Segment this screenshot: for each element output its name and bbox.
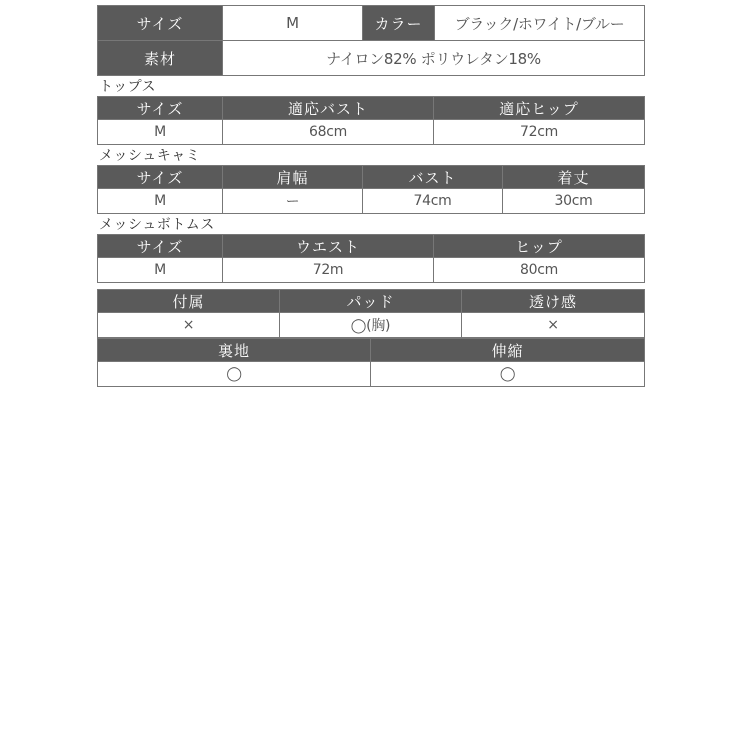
feature-header-stretch: 伸縮	[371, 339, 645, 362]
feature-header-lining: 裏地	[98, 339, 371, 362]
bottoms-value-hip: 80cm	[434, 258, 645, 283]
color-label: カラー	[363, 6, 435, 41]
bottoms-header-waist: ウエスト	[223, 235, 434, 258]
feature-header-pad: パッド	[280, 290, 462, 313]
camisole-value-size: M	[98, 189, 223, 214]
camisole-header-shoulder: 肩幅	[223, 166, 363, 189]
tops-table	[97, 96, 645, 145]
feature-value-stretch: ◯	[371, 362, 645, 387]
feature-value-accessory: ×	[98, 313, 280, 338]
bottoms-title: メッシュボトムス	[99, 217, 215, 233]
feature-value-pad: ◯(胸)	[280, 313, 462, 338]
camisole-header-length: 着丈	[503, 166, 645, 189]
tops-header-bust: 適応バスト	[223, 97, 434, 120]
camisole-title: メッシュキャミ	[99, 148, 201, 164]
bottoms-value-size: M	[98, 258, 223, 283]
tops-value-hip: 72cm	[434, 120, 645, 145]
bottoms-value-waist: 72m	[223, 258, 434, 283]
camisole-value-shoulder: ー	[223, 189, 363, 214]
features-table-2	[97, 338, 645, 387]
size-chart	[97, 5, 644, 387]
material-value: ナイロン82% ポリウレタン18%	[223, 41, 645, 76]
material-label: 素材	[98, 41, 223, 76]
feature-header-sheer: 透け感	[462, 290, 645, 313]
bottoms-header-hip: ヒップ	[434, 235, 645, 258]
camisole-value-length: 30cm	[503, 189, 645, 214]
size-value: M	[223, 6, 363, 41]
camisole-value-bust: 74cm	[363, 189, 503, 214]
bottoms-header-size: サイズ	[98, 235, 223, 258]
feature-header-accessory: 付属	[98, 290, 280, 313]
tops-header-size: サイズ	[98, 97, 223, 120]
camisole-table	[97, 165, 645, 214]
tops-title: トップス	[99, 79, 157, 95]
spec-table	[97, 5, 645, 76]
bottoms-table	[97, 234, 645, 283]
tops-header-hip: 適応ヒップ	[434, 97, 645, 120]
feature-value-lining: ◯	[98, 362, 371, 387]
features-table	[97, 289, 645, 338]
tops-value-size: M	[98, 120, 223, 145]
feature-value-sheer: ×	[462, 313, 645, 338]
tops-value-bust: 68cm	[223, 120, 434, 145]
camisole-header-size: サイズ	[98, 166, 223, 189]
camisole-header-bust: バスト	[363, 166, 503, 189]
color-value: ブラック/ホワイト/ブルー	[435, 6, 645, 41]
size-label: サイズ	[98, 6, 223, 41]
